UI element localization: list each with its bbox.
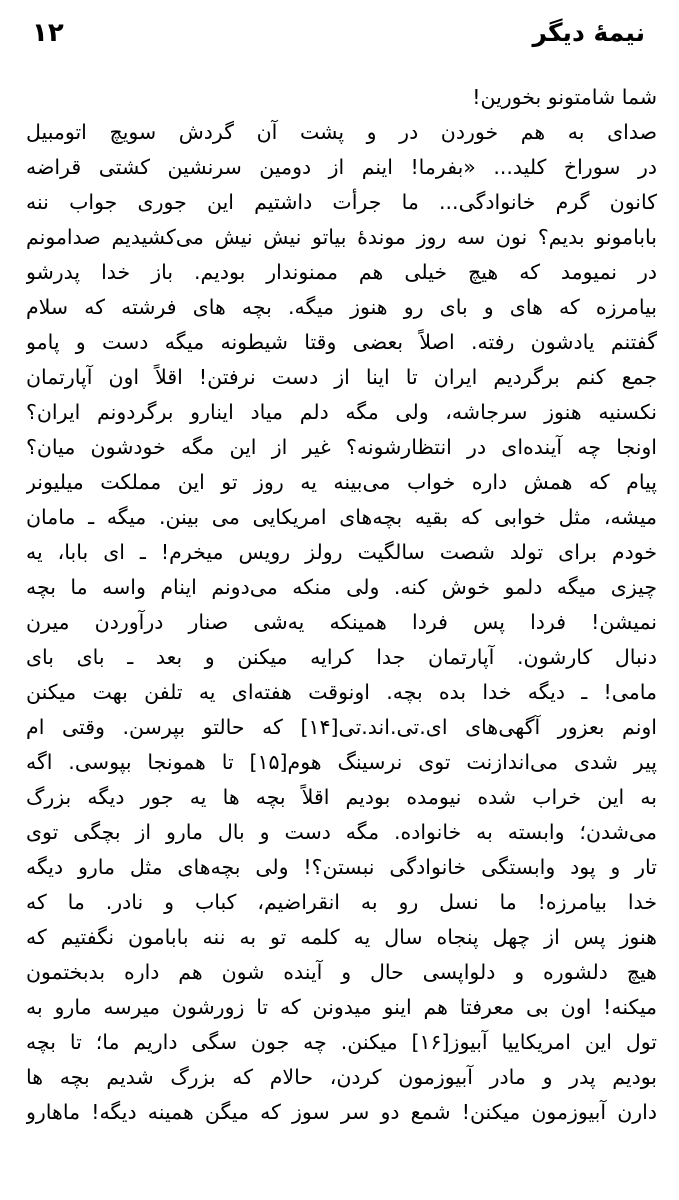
text-line: نمیشن! فردا پس فردا همینکه یه‌شی صنار درآوردن میرن (26, 610, 657, 634)
text-line: جمع کنم برگردیم ایران تا اینا از دست نرفتن! اقلاً اون آپارتمان (26, 365, 657, 389)
text-line: دنبال کارشون. آپارتمان جدا کرایه میکنن و بعد ـ بای بای (26, 645, 657, 669)
body-text (26, 80, 657, 1130)
text-line: بیامرزه که های و بای رو هنوز میگه. بچه های فرشته که سلام (26, 295, 657, 319)
text-line: کانون گرم خانوادگی... ما جرأت داشتیم این جوری جواب ننه (26, 190, 657, 214)
text-line: در سوراخ کلید... «بفرما! اینم از دومین سرنشین کشتی قراضه (26, 155, 657, 179)
text-line: مامی! ـ دیگه خدا بده بچه. اونوقت هفته‌ای یه تلفن بهت میکنن (26, 680, 657, 704)
text-line: شما شامتونو بخورین! (472, 85, 657, 109)
page-header (32, 18, 645, 58)
text-line: تار و پود وابستگی خانوادگی نبستن؟! ولی بچه‌های مثل مارو دیگه (26, 855, 657, 879)
text-line: نکسنیه هنوز سرجاشه، ولی مگه دلم میاد اینارو برگردونم ایران؟ (26, 400, 657, 424)
text-line: تول این امریکاییا آبیوز[۱۶] میکنن. چه جون سگی داریم ما؛ تا بچه (26, 1030, 657, 1054)
text-line: خدا بیامرزه! ما نسل رو به انقراضیم، کباب و نادر. ما که (26, 890, 657, 914)
text-line: اونم بعزور آگهی‌های ای.تی.اند.تی[۱۴] که حالتو بپرسن. وقتی ام (26, 715, 657, 739)
text-line: خودم برای تولد شصت سالگیت رولز رویس میخرم! ـ ای بابا، یه (26, 540, 657, 564)
text-line: به این خراب شده نیومده بودیم اقلاً بچه ها یه جور دیگه بزرگ (26, 785, 657, 809)
text-line: هنوز پس از چهل پنجاه سال یه کلمه تو به ننه بابامون نگفتیم که (26, 925, 657, 949)
text-line: پیر شدی می‌اندازنت توی نرسینگ هوم[۱۵] تا همونجا بپوسی. اگه (26, 750, 657, 774)
text-line: گفتنم یادشون رفته. اصلاً بعضی وقتا شیطونه میگه دست و پامو (26, 330, 657, 354)
text-line: اونجا چه آینده‌ای در انتظارشونه؟ غیر از این مگه خودشون میان؟ (26, 435, 657, 459)
text-line: هیچ دلشوره و دلواپسی حال و آینده شون هم داره بدبختمون (26, 960, 657, 984)
text-line: صدای به هم خوردن در و پشت آن گردش سویچ اتومبیل (26, 120, 657, 144)
text-line: میکنه! اون بی معرفتا هم اینو میدونن که تا زورشون میرسه مارو به (26, 995, 657, 1019)
running-title: نیمهٔ دیگر (532, 18, 645, 47)
page-number: ۱۲ (32, 18, 64, 48)
text-line: دارن آبیوزمون میکنن! شمع دو سر سوز که میگن همینه دیگه! ماهارو (26, 1100, 657, 1124)
text-line: پیام که همش داره خواب می‌بینه یه روز تو این مملکت میلیونر (26, 470, 657, 494)
text-line: بابامونو بدیم؟ نون سه روز موندهٔ بیاتو نیش نیش می‌کشیدیم صدامونم (26, 225, 657, 249)
text-line: چیزی میگه دلمو خوش کنه. ولی منکه می‌دونم اینام واسه ما بچه (26, 575, 657, 599)
text-line: بودیم پدر و مادر آبیوزمون کردن، حالام که بزرگ شدیم بچه ها (26, 1065, 657, 1089)
text-line: در نمیومد که هیچ خیلی هم ممنوندار بودیم. باز خدا پدرشو (26, 260, 657, 284)
text-line: میشه، مثل خوابی که بقیه بچه‌های امریکایی می بینن. میگه ـ مامان (26, 505, 657, 529)
text-line: می‌شدن؛ وابسته به خانواده. مگه دست و بال مارو از بچگی توی (26, 820, 657, 844)
